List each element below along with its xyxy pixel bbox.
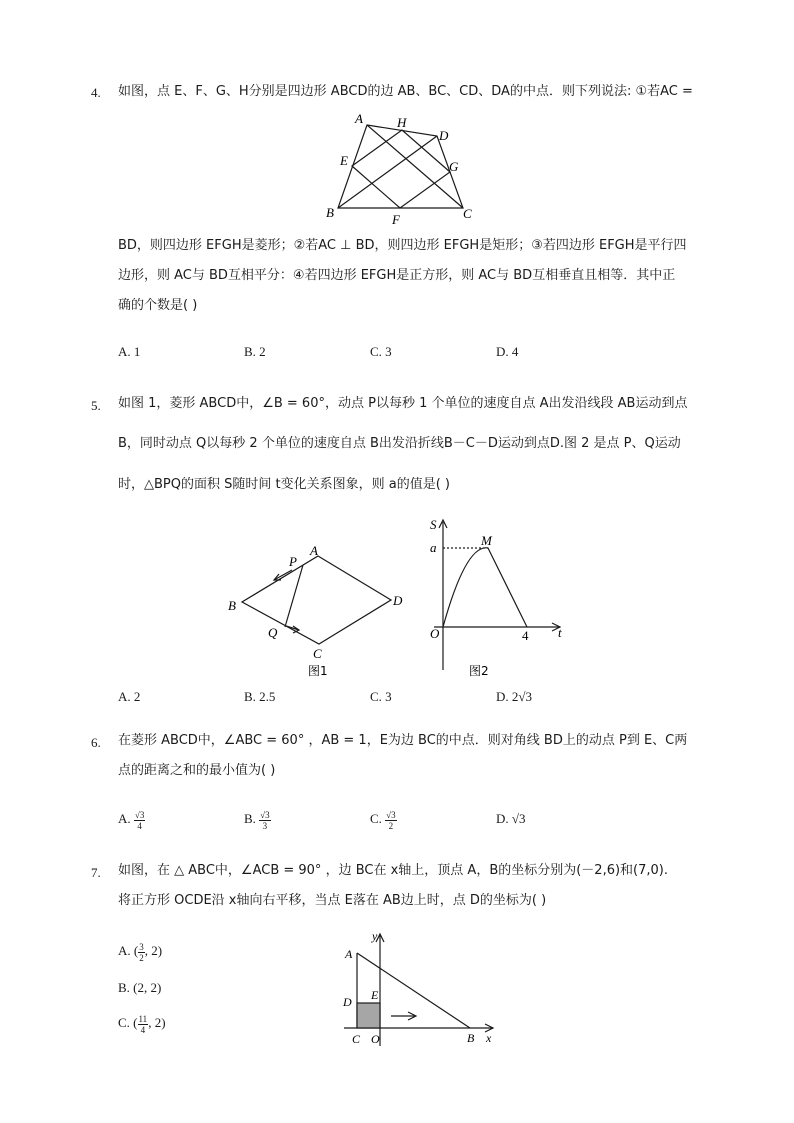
q6-option-c-numerator: √3 (386, 809, 396, 820)
q5-fig2-label-a: a (430, 540, 437, 555)
q6-number: 6. (91, 735, 101, 750)
q5-fig1-label-d: D (393, 593, 403, 608)
q6-option-c-fraction (385, 810, 396, 831)
q5-text-line3: 时，△BPQ的面积 S随时间 t变化关系图象，则 a的值是( ) (118, 477, 450, 492)
q6-option-a-denominator: 4 (137, 820, 142, 831)
q7-text-line2: 将正方形 OCDE沿 x轴向右平移，当点 E落在 AB边上时，点 D的坐标为( ) (118, 893, 547, 908)
q7-option-c-numerator: 11 (138, 1013, 148, 1024)
q5-fig2-label-m: M (481, 533, 492, 548)
q6-option-b-fraction (259, 810, 270, 831)
q5-option-d[interactable]: D. 2√3 (496, 689, 533, 704)
q6-option-b-letter: B. (244, 811, 256, 826)
q5-option-a[interactable]: A. 2 (118, 689, 141, 704)
q5-fig1-label-c: C (313, 646, 322, 661)
q5-arrow-p (274, 570, 292, 580)
q7-option-a-numerator: 3 (139, 941, 144, 952)
q5-option-c[interactable]: C. 3 (370, 689, 392, 704)
q4-figure (320, 108, 485, 230)
q5-option-b[interactable]: B. 2.5 (244, 689, 276, 704)
q4-option-d[interactable]: D. 4 (496, 344, 519, 359)
q7-option-a-tail: , 2) (144, 943, 163, 958)
q5-text-line2: B，同时动点 Q以每秒 2 个单位的速度自点 B出发沿折线B－C－D运动到点D.图 2 是点 P、Q运动 (118, 436, 681, 451)
q6-option-d-value: √3 (511, 811, 526, 826)
q5-rhombus-abcd (242, 556, 391, 644)
q4-label-f: F (392, 212, 400, 227)
q6-text-line1: 在菱形 ABCD中，∠ABC = 60° ，AB = 1，E为边 BC的中点．则对角线 BD上的动点 P到 E、C两 (118, 733, 688, 748)
q4-label-d: D (439, 128, 449, 143)
q7-option-c-fraction (138, 1014, 149, 1035)
q7-option-a[interactable] (118, 938, 162, 964)
q6-option-a-fraction (134, 810, 145, 831)
q7-option-c-denominator: 4 (140, 1024, 146, 1035)
q5-figure-1 (222, 538, 412, 682)
q5-fig2-label-t: t (558, 625, 562, 640)
q6-option-c[interactable] (370, 806, 397, 832)
q7-label-o: O (371, 1032, 380, 1046)
q4-text-line4: 确的个数是( ) (118, 298, 198, 313)
q4-label-a: A (355, 111, 363, 126)
q4-label-c: C (463, 206, 472, 221)
q7-label-d: D (343, 995, 352, 1009)
q6-text-line2: 点的距离之和的最小值为( ) (118, 763, 276, 778)
q7-label-c: C (352, 1032, 361, 1046)
q6-option-c-letter: C. (370, 811, 382, 826)
q6-option-a-numerator: √3 (134, 809, 145, 820)
q5-fig1-label-a: A (310, 543, 318, 558)
q7-option-a-paren: ( (133, 943, 139, 958)
q7-option-c-paren: ( (133, 1015, 138, 1030)
q6-option-b-denominator: 3 (262, 820, 268, 831)
q5-number: 5. (91, 398, 101, 413)
q6-option-a[interactable] (118, 806, 145, 832)
q6-option-c-denominator: 2 (388, 820, 394, 831)
q5-fig1-label-q: Q (268, 625, 278, 640)
q4-option-b[interactable]: B. 2 (244, 344, 266, 359)
q7-label-e: E (371, 988, 379, 1002)
q6-option-a-letter: A. (118, 811, 131, 826)
q7-text-line1: 如图，在 △ ABC中，∠ACB = 90° ，边 BC在 x轴上，顶点 A，B的坐标分别为(－2,6)和(7,0). (118, 863, 669, 878)
q5-fig1-label-b: B (228, 598, 236, 613)
q7-label-a: A (345, 947, 353, 961)
q5-text-line1: 如图 1，菱形 ABCD中，∠B = 60°，动点 P以每秒 1 个单位的速度自点 A出发沿线段 AB运动到点 (118, 396, 688, 411)
q7-number: 7. (91, 865, 101, 880)
q7-option-c-tail: , 2) (148, 1015, 166, 1030)
q4-text-line2: BD，则四边形 EFGH是菱形；②若AC ⊥ BD，则四边形 EFGH是矩形；③若四边形 EFGH是平行四 (118, 238, 687, 253)
q7-option-b-letter: B. (118, 980, 130, 995)
q5-fig1-label-p: P (289, 554, 297, 569)
q4-label-h: H (397, 115, 407, 130)
q4-option-a[interactable]: A. 1 (118, 344, 141, 359)
q7-option-a-denominator: 2 (139, 952, 144, 963)
q5-figure-2 (420, 512, 580, 682)
q5-fig2-label-s: S (430, 517, 437, 532)
q5-fig2-label-4: 4 (522, 628, 529, 643)
q4-text-line3: 边形，则 AC与 BD互相平分：④若四边形 EFGH是正方形，则 AC与 BD互相垂直且相等．其中正 (118, 268, 676, 283)
q4-quadrilateral-efgh (352, 130, 450, 208)
q5-fig2-label-o: O (430, 626, 440, 641)
q5-curve (443, 548, 527, 627)
q7-option-b-value: (2, 2) (133, 980, 162, 995)
q4-label-e: E (340, 153, 348, 168)
q6-option-d[interactable] (496, 806, 526, 832)
q6-option-b[interactable] (244, 806, 271, 832)
q7-square-ocde (357, 1003, 380, 1028)
q5-fig1-caption: 图1 (308, 664, 328, 678)
q4-option-c[interactable]: C. 3 (370, 344, 392, 359)
q4-text-line1: 如图，点 E、F、G、H分别是四边形 ABCD的边 AB、BC、CD、DA的中点．则下列说法: ①若AC = (118, 84, 693, 99)
q4-number: 4. (91, 85, 101, 100)
q6-option-d-letter: D. (496, 811, 509, 826)
q7-label-y: y (372, 929, 378, 943)
q7-option-c[interactable] (118, 1010, 166, 1036)
q4-label-b: B (326, 205, 334, 220)
q4-label-g: G (449, 159, 459, 174)
q7-label-x: x (486, 1031, 492, 1045)
q7-figure (336, 928, 508, 1050)
q7-option-a-letter: A. (118, 943, 131, 958)
q7-option-c-letter: C. (118, 1015, 130, 1030)
q7-option-b[interactable] (118, 979, 161, 997)
q7-label-b: B (467, 1031, 475, 1045)
q6-option-b-numerator: √3 (260, 809, 270, 820)
q5-fig2-caption: 图2 (469, 664, 489, 678)
